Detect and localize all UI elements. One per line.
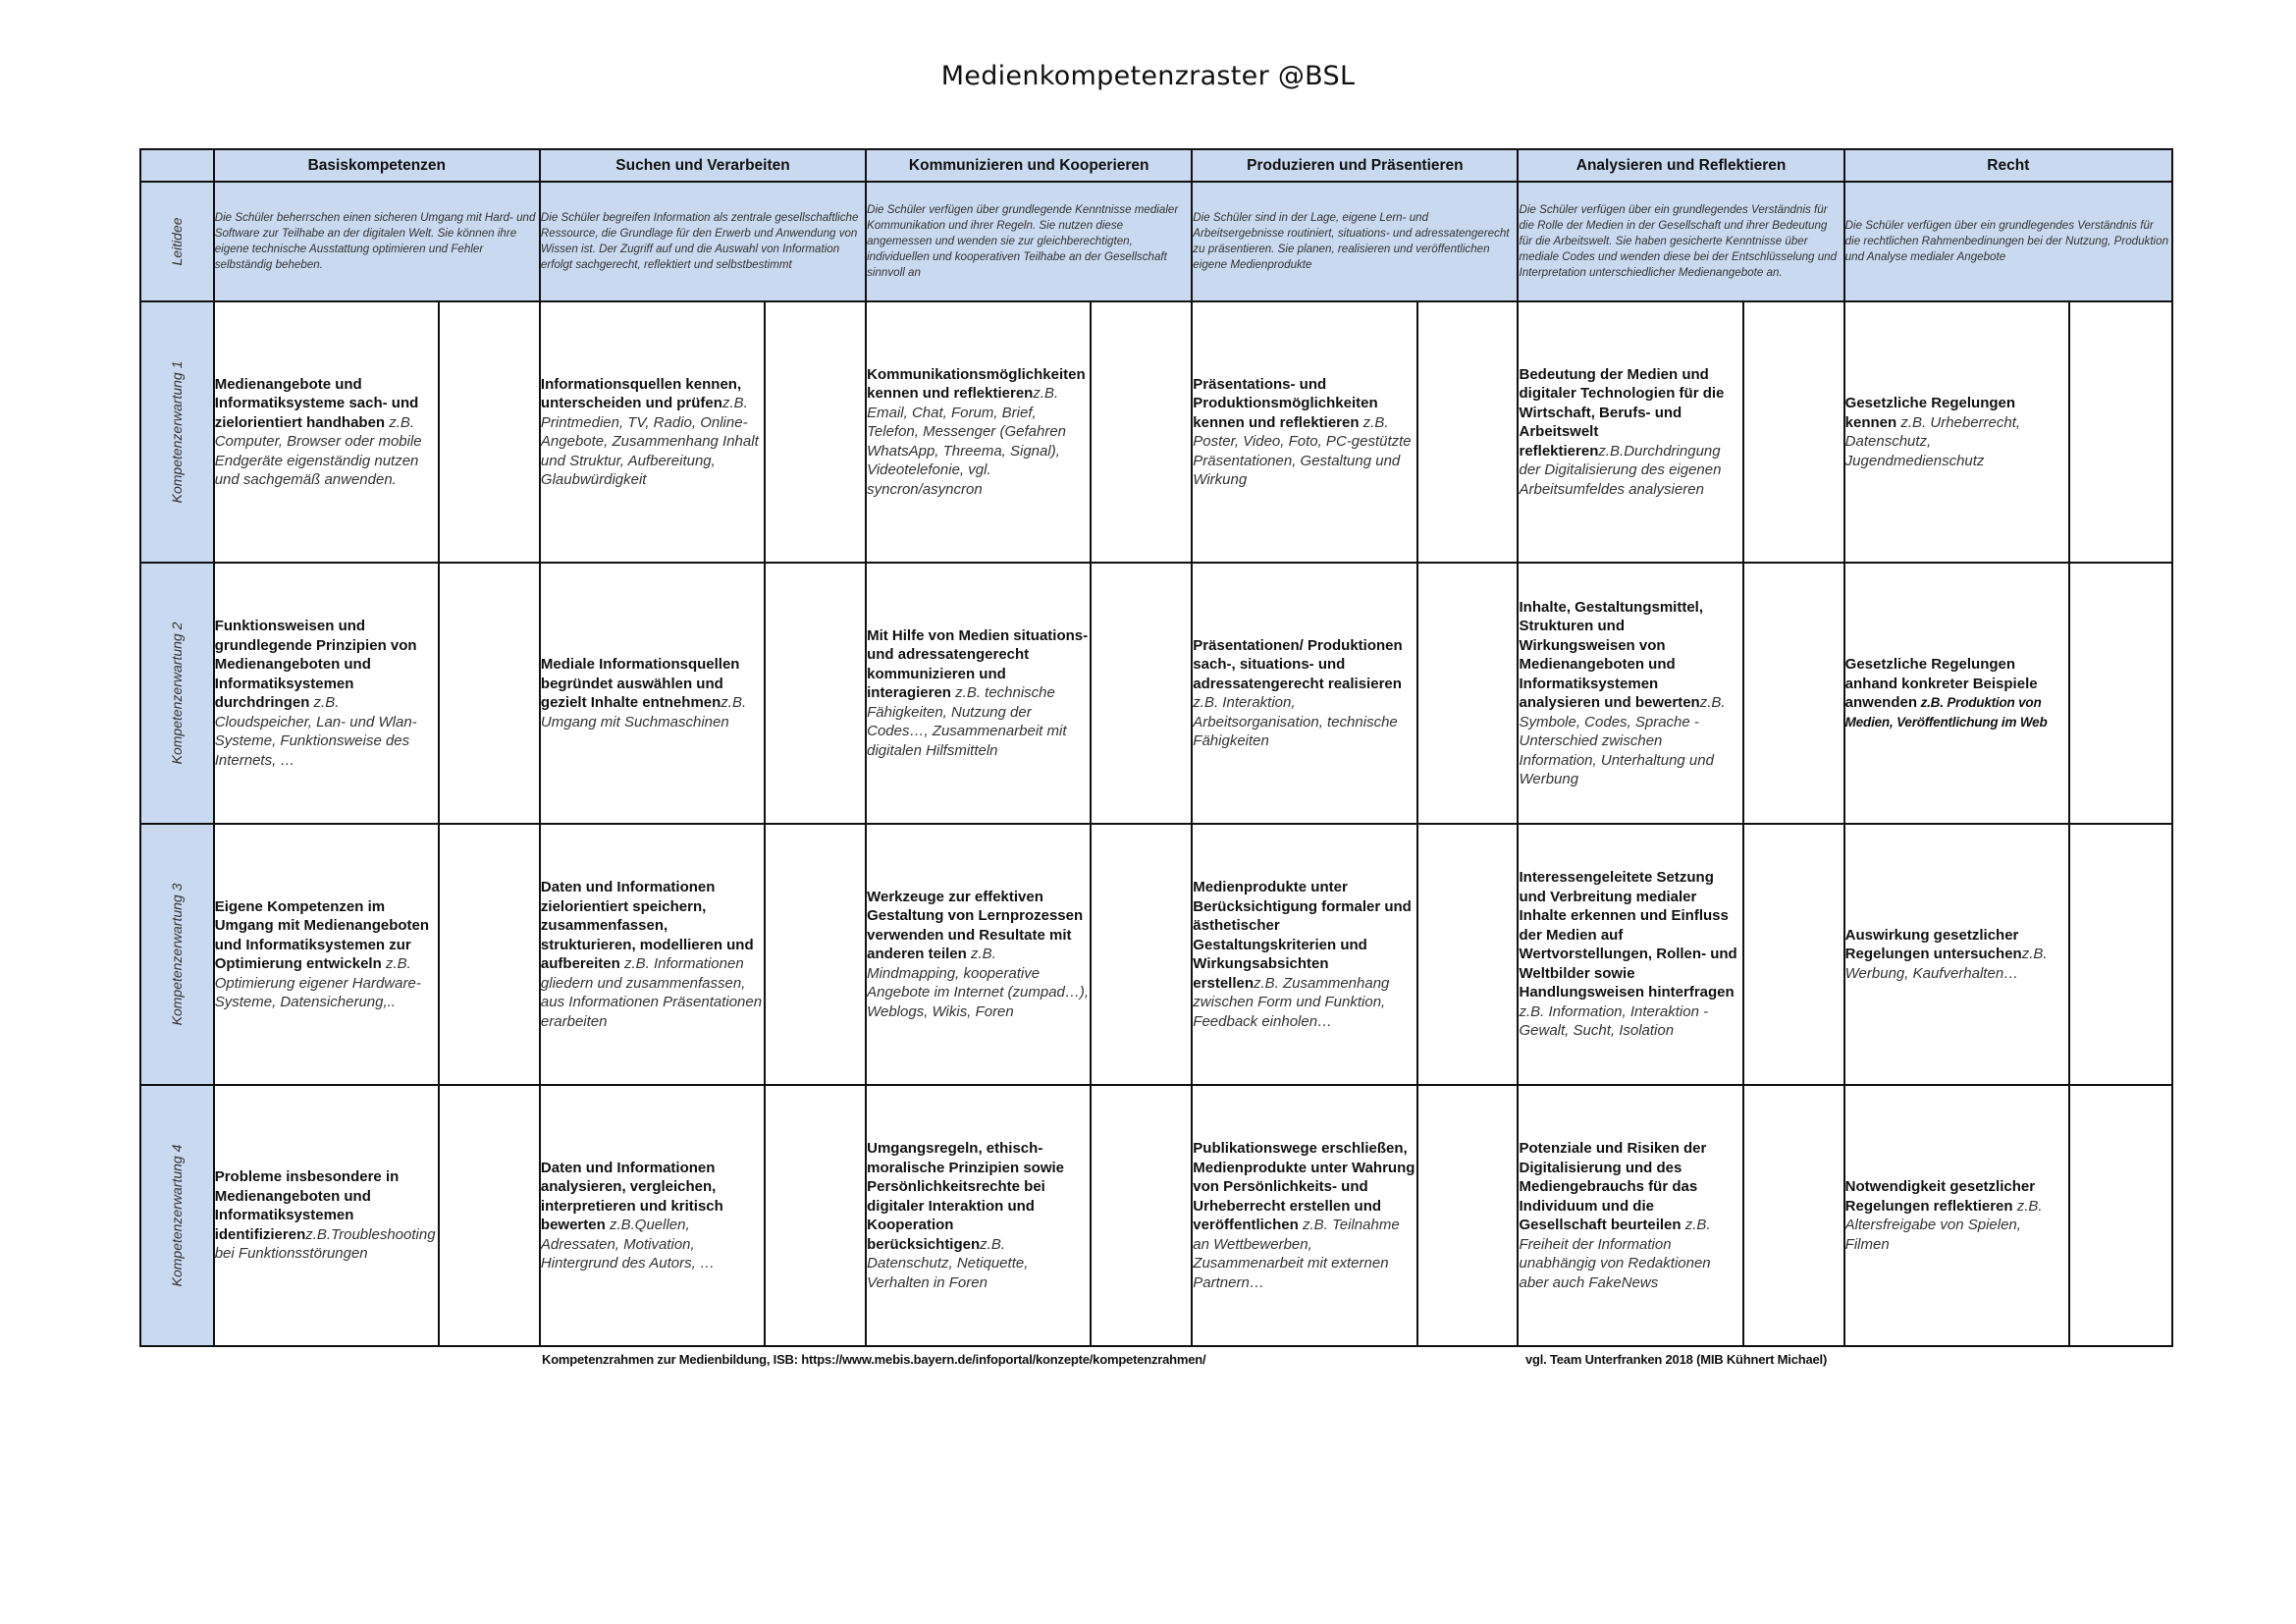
notes-cell	[439, 1085, 540, 1346]
notes-cell	[2069, 563, 2172, 824]
competence-example: z.B. Mindmapping, kooperative Angebote im Internet (zumpad…), Weblogs, Wikis, Foren	[867, 946, 1090, 1020]
competence-title: Potenziale und Risiken der Digitalisierung und des Mediengebrauchs für das Individuum und die Gesellschaft beurteilen	[1519, 1140, 1707, 1233]
competence-example: z.B. Altersfreigabe von Spielen, Filmen	[1844, 1197, 2043, 1253]
competence-example: z.B.Troubleshooting bei Funktionsstörungen	[214, 1225, 436, 1263]
competence-title: Daten und Informationen analysieren, vergleichen, interpretieren und kritisch bewerten	[540, 1159, 723, 1233]
competence-cell	[540, 301, 765, 563]
competence-cell	[866, 563, 1091, 824]
competence-cell	[1518, 1085, 1742, 1346]
competence-cell	[1844, 301, 2069, 563]
competence-cell	[1844, 563, 2069, 824]
notes-cell	[765, 301, 866, 563]
row-label-kompetenzerwartung	[140, 301, 214, 563]
notes-cell	[1091, 563, 1192, 824]
competence-title: Publikationswege erschließen, Medienprodukte unter Wahrung von Persönlichkeits- und Urheberrecht erstellen und veröffentlichen	[1193, 1140, 1415, 1233]
row-label-leitidee	[140, 182, 214, 301]
competence-title: Eigene Kompetenzen im Umgang mit Medienangeboten und Informatiksystemen zur Optimierung entwickeln	[214, 897, 430, 972]
row-label-text: Kompetenzerwartung 3	[169, 883, 186, 1026]
competence-example: z.B. Optimierung eigener Hardware-Systeme, Datensicherung,..	[214, 955, 421, 1010]
leitidee-cell: Die Schüler begreifen Information als zentrale gesellschaftliche Ressource, die Grundlage für den Erwerb und Anwendung von Wissen ist. Der Zugriff auf und die Auswahl von Information erfolgt sachgerecht, reflektiert und selbstbestimmt	[540, 182, 866, 301]
notes-cell	[1743, 1085, 1844, 1346]
competence-example: z.B. Email, Chat, Forum, Brief, Telefon, Messenger (Gefahren WhatsApp, Threema, Signal), Videotelefonie, vgl. syncron/asyncron	[867, 385, 1067, 498]
column-header-kommunizieren: Kommunizieren und Kooperieren	[866, 149, 1192, 182]
competence-title: Probleme insbesondere in Medienangeboten und Informatiksystemen identifizieren	[214, 1168, 400, 1243]
competence-title: Mediale Informationsquellen begründet auswählen und gezielt Inhalte entnehmen	[540, 656, 740, 711]
competence-title: Funktionsweisen und grundlegende Prinzipien von Medienangeboten und Informatiksystemen durchdringen	[214, 618, 417, 711]
notes-cell	[1091, 301, 1192, 563]
competence-grid	[139, 148, 2173, 1347]
competence-cell	[1192, 1085, 1416, 1346]
competence-title: Kommunikationsmöglichkeiten kennen und reflektieren	[867, 365, 1086, 403]
column-header-suchen: Suchen und Verarbeiten	[540, 149, 866, 182]
competence-cell	[1518, 301, 1742, 563]
competence-title: Interessengeleitete Setzung und Verbreitung medialer Inhalte erkennen und Einfluss der Medien auf Wertvorstellungen, Rollen- und Weltbilder sowie Handlungsweisen hinterfragen	[1519, 869, 1737, 1001]
competence-title: Bedeutung der Medien und digitaler Technologien für die Wirtschaft, Berufs- und Arbeitswelt reflektieren	[1519, 365, 1725, 460]
row-label-text: Kompetenzerwartung 2	[169, 622, 186, 765]
leitidee-cell: Die Schüler sind in der Lage, eigene Lern- und Arbeitsergebnisse routiniert, situations- und adressatengerecht zu präsentieren. Sie planen, realisieren und veröffentlichen eigene Medienprodukte	[1192, 182, 1518, 301]
page-title: Medienkompetenzraster @BSL	[940, 61, 1356, 91]
competence-example: z.B. Cloudspeicher, Lan- und Wlan-Systeme, Funktionsweise des Internets, …	[214, 694, 417, 769]
notes-cell	[1091, 1085, 1192, 1346]
competence-cell	[1192, 301, 1416, 563]
competence-cell	[1518, 824, 1742, 1085]
row-label-text: Leitidee	[169, 217, 186, 266]
leitidee-cell: Die Schüler verfügen über ein grundlegendes Verständnis für die Rolle der Medien in der Gesellschaft und ihrer Bedeutung für die Arbeitswelt. Sie haben gesicherte Kenntnisse über mediale Codes und wenden diese bei der Entschlüsselung und Interpretation unterschiedlicher Medienangebote an.	[1518, 182, 1843, 301]
competence-example: z.B. technische Fähigkeiten, Nutzung der Codes…, Zusammenarbeit mit digitalen Hilfsmitteln	[867, 684, 1067, 759]
competence-cell	[1844, 824, 2069, 1085]
competence-example: z.B. Zusammenhang zwischen Form und Funktion, Feedback einholen…	[1193, 974, 1390, 1030]
competence-example: z.B. Printmedien, TV, Radio, Online-Angebote, Zusammenhang Inhalt und Struktur, Aufbereitung, Glaubwürdigkeit	[540, 395, 759, 488]
competence-example: z.B. Werbung, Kaufverhalten…	[1844, 946, 2048, 982]
notes-cell	[2069, 1085, 2172, 1346]
competence-example: z.B. Freiheit der Information unabhängig von Redaktionen aber auch FakeNews	[1519, 1217, 1711, 1291]
notes-cell	[765, 1085, 866, 1346]
competence-cell	[214, 301, 439, 563]
competence-example: z.B. Computer, Browser oder mobile Endgeräte eigenständig nutzen und sachgemäß anwenden.	[214, 413, 422, 488]
notes-cell	[439, 301, 540, 563]
notes-cell	[1417, 301, 1519, 563]
competence-example: z.B. Datenschutz, Netiquette, Verhalten in Foren	[867, 1235, 1029, 1291]
notes-cell	[1417, 824, 1519, 1085]
competence-title: Werkzeuge zur effektiven Gestaltung von Lernprozessen verwenden und Resultate mit anderen teilen	[867, 888, 1084, 963]
competence-example: z.B. Produktion von Medien, Veröffentlichung im Web	[1844, 695, 2048, 730]
kompetenzerwartung-row	[140, 563, 2172, 824]
competence-cell	[214, 1085, 439, 1346]
competence-title: Gesetzliche Regelungen anhand konkreter Beispiele anwenden	[1844, 656, 2038, 711]
competence-cell	[540, 824, 765, 1085]
competence-cell	[1844, 1085, 2069, 1346]
notes-cell	[439, 563, 540, 824]
column-header-recht: Recht	[1844, 149, 2172, 182]
column-header-produzieren: Produzieren und Präsentieren	[1192, 149, 1518, 182]
header-row	[140, 149, 2172, 182]
competence-title: Medienprodukte unter Berücksichtigung formaler und ästhetischer Gestaltungskriterien und Wirkungsabsichten erstellen	[1193, 879, 1412, 992]
competence-cell	[866, 1085, 1091, 1346]
notes-cell	[2069, 301, 2172, 563]
row-label-text: Kompetenzerwartung 4	[169, 1144, 186, 1287]
row-label-kompetenzerwartung	[140, 563, 214, 824]
competence-title: Umgangsregeln, ethisch-moralische Prinzipien sowie Persönlichkeitsrechte bei digitaler Interaktion und Kooperation berücksichtigen	[867, 1140, 1065, 1253]
competence-cell	[866, 301, 1091, 563]
footer-source: Kompetenzrahmen zur Medienbildung, ISB: https://www.mebis.bayern.de/infoportal/konzepte/kompetenzrahmen/	[542, 1352, 1206, 1367]
competence-example: z.B. Informationen gliedern und zusammenfassen, aus Informationen Präsentationen erarbeiten	[540, 955, 763, 1030]
competence-title: Mit Hilfe von Medien situations- und adressatengerecht kommunizieren und interagieren	[867, 626, 1089, 702]
competence-example: z.B. Umgang mit Suchmaschinen	[540, 694, 747, 731]
competence-title: Informationsquellen kennen, unterscheiden und prüfen	[540, 375, 742, 411]
competence-title: Inhalte, Gestaltungsmittel, Strukturen und Wirkungsweisen von Medienangeboten und Informatiksystemen analysieren und bewerten	[1519, 598, 1704, 711]
notes-cell	[1417, 563, 1519, 824]
row-label-kompetenzerwartung	[140, 1085, 214, 1346]
notes-cell	[765, 563, 866, 824]
competence-example: z.B. Symbole, Codes, Sprache - Unterschied zwischen Information, Unterhaltung und Werbung	[1519, 694, 1726, 787]
leitidee-cell: Die Schüler verfügen über ein grundlegendes Verständnis für die rechtlichen Rahmenbedinungen bei der Nutzung, Produktion und Analyse medialer Angebote	[1844, 182, 2172, 301]
kompetenzerwartung-row	[140, 824, 2172, 1085]
notes-cell	[2069, 824, 2172, 1085]
competence-title: Gesetzliche Regelungen kennen	[1844, 395, 2016, 431]
competence-title: Präsentations- und Produktionsmöglichkeiten kennen und reflektieren	[1193, 375, 1378, 431]
notes-cell	[1743, 301, 1844, 563]
competence-cell	[1192, 824, 1416, 1085]
kompetenzerwartung-row	[140, 1085, 2172, 1346]
corner-cell	[140, 149, 214, 182]
competence-cell	[214, 563, 439, 824]
notes-cell	[1091, 824, 1192, 1085]
competence-cell	[1518, 563, 1742, 824]
column-header-analysieren: Analysieren und Reflektieren	[1518, 149, 1843, 182]
notes-cell	[1743, 824, 1844, 1085]
row-label-kompetenzerwartung	[140, 824, 214, 1085]
kompetenzerwartung-row	[140, 301, 2172, 563]
column-header-basiskompetenzen: Basiskompetenzen	[214, 149, 540, 182]
competence-example: z.B. Urheberrecht, Datenschutz, Jugendmedienschutz	[1844, 413, 2021, 469]
competence-example: z.B. Interaktion, Arbeitsorganisation, technische Fähigkeiten	[1193, 694, 1398, 749]
notes-cell	[1743, 563, 1844, 824]
footer-credit: vgl. Team Unterfranken 2018 (MIB Kühnert Michael)	[1525, 1352, 1828, 1367]
competence-example: z.B.Quellen, Adressaten, Motivation, Hintergrund des Autors, …	[540, 1217, 715, 1272]
competence-title: Präsentationen/ Produktionen sach-, situations- und adressatengerecht realisieren	[1193, 636, 1403, 692]
notes-cell	[439, 824, 540, 1085]
competence-cell	[540, 563, 765, 824]
competence-cell	[1192, 563, 1416, 824]
competence-title: Daten und Informationen zielorientiert speichern, zusammenfassen, strukturieren, modellieren und aufbereiten	[540, 879, 754, 972]
competence-example: z.B. Teilnahme an Wettbewerben, Zusammenarbeit mit externen Partnern…	[1193, 1217, 1400, 1291]
competence-title: Auswirkung gesetzlicher Regelungen untersuchen	[1844, 926, 2022, 963]
leitidee-row	[140, 182, 2172, 301]
competence-example: z.B. Poster, Video, Foto, PC-gestützte Präsentationen, Gestaltung und Wirkung	[1193, 413, 1412, 488]
competence-cell	[866, 824, 1091, 1085]
leitidee-cell: Die Schüler beherrschen einen sicheren Umgang mit Hard- und Software zur Teilhabe an der digitalen Welt. Sie können ihre eigene technische Ausstattung optimieren und Fehler selbständig beheben.	[214, 182, 540, 301]
competence-title: Notwendigkeit gesetzlicher Regelungen reflektieren	[1844, 1178, 2036, 1215]
competence-cell	[540, 1085, 765, 1346]
competence-cell	[214, 824, 439, 1085]
leitidee-cell: Die Schüler verfügen über grundlegende Kenntnisse medialer Kommunikation und ihrer Regeln. Sie nutzen diese angemessen und wenden sie zur gleichberechtigten, individuellen und kooperativen Teilhabe an der Gesellschaft sinnvoll an	[866, 182, 1192, 301]
notes-cell	[1417, 1085, 1519, 1346]
competence-title: Medienangebote und Informatiksysteme sach- und zielorientiert handhaben	[214, 375, 419, 431]
competence-example: z.B. Information, Interaktion - Gewalt, Sucht, Isolation	[1519, 1002, 1709, 1040]
notes-cell	[765, 824, 866, 1085]
row-label-text: Kompetenzerwartung 1	[169, 360, 186, 504]
competence-example: z.B.Durchdringung der Digitalisierung des eigenen Arbeitsumfeldes analysieren	[1519, 442, 1722, 498]
